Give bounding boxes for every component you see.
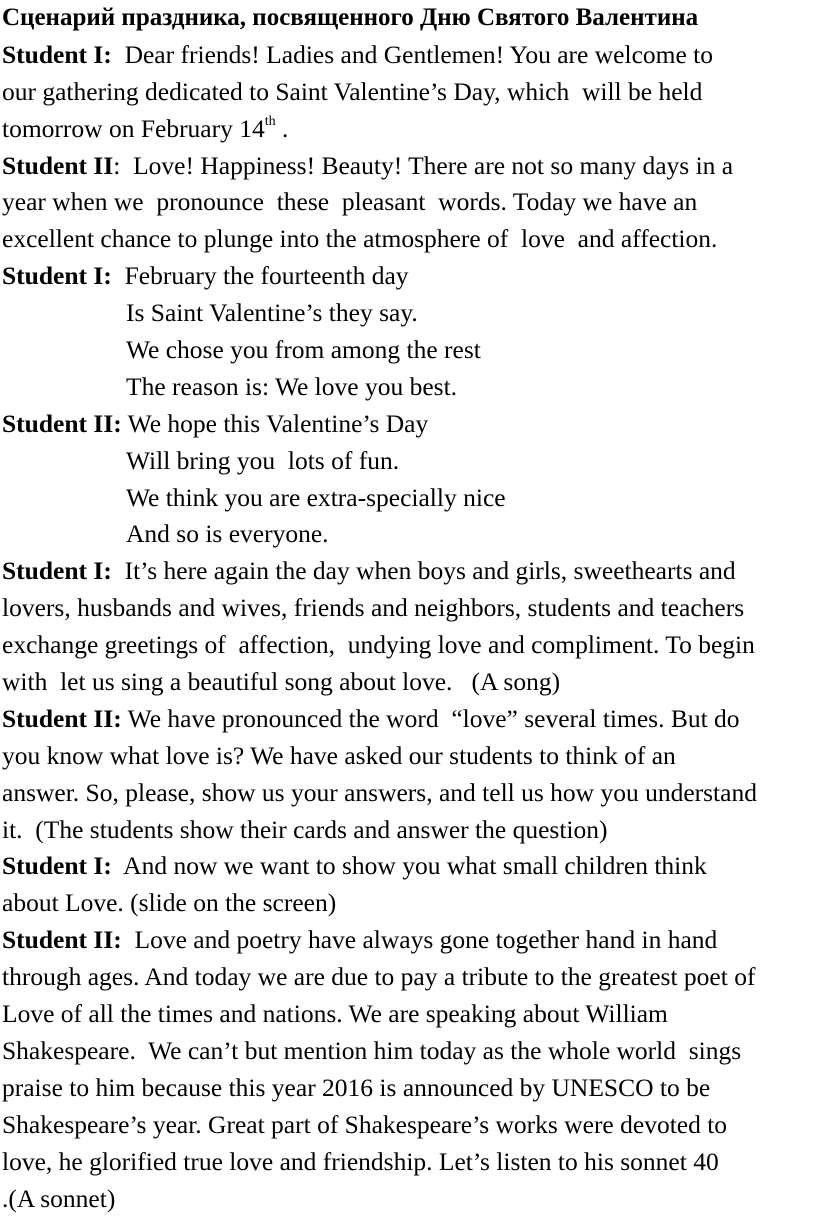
document-title: Сценарий праздника, посвященного Дню Святого Валентина [2,4,699,31]
text-line: excellent chance to plunge into the atmosphere of love and affection. [2,224,718,254]
text-line: Love of all the times and nations. We are speaking about William [2,999,668,1029]
text-line: about Love. (slide on the screen) [2,888,337,918]
poem-line: February the fourteenth day [111,261,409,291]
speaker-label: Student I: [2,261,112,291]
speaker-label: Student I: [2,39,112,69]
speaker-label: Student II: [2,408,122,438]
superscript: th [264,113,276,129]
text-line: It’s here again the day when boys and girls, sweethearts and [111,556,736,586]
text-line: through ages. And today we are due to pay a tribute to the greatest poet of [2,962,756,992]
speaker-label: Student II: [2,703,122,733]
text-line: : Love! Happiness! Beauty! There are not so many days in a [113,150,734,180]
paragraph-student-1 [2,553,816,590]
poem-line: Will bring you lots of fun. [126,445,400,475]
speaker-label: Student II: [2,925,122,955]
text-line: answer. So, please, show us your answers, and tell us how you understand [2,777,757,807]
paragraph-student-1 [2,848,816,885]
text-line: year when we pronounce these pleasant words. Today we have an [2,187,698,217]
paragraph-student-2 [2,922,816,959]
text-line: Love and poetry have always gone together hand in hand [121,925,718,955]
text-line: exchange greetings of affection, undying love and compliment. To begin [2,630,755,660]
text-line: it. (The students show their cards and answer the question) [2,814,608,844]
text-line: lovers, husbands and wives, friends and neighbors, students and teachers [2,593,745,623]
text-line: We have pronounced the word “love” several times. But do [121,703,740,733]
text-line: our gathering dedicated to Saint Valentine’s Day, which will be held [2,76,703,106]
poem-student-2 [2,406,816,443]
poem-student-1 [2,258,816,295]
text-line-date [2,111,816,148]
text-line: love, he glorified true love and friendship. Let’s listen to his sonnet 40 [2,1146,719,1176]
text-line: you know what love is? We have asked our students to think of an [2,740,676,770]
poem-line: We think you are extra-specially nice [126,482,506,512]
poem-line: Is Saint Valentine’s they say. [126,298,418,328]
poem-line: The reason is: We love you best. [126,371,458,401]
poem-line: We chose you from among the rest [126,335,481,365]
poem-line: And so is everyone. [126,519,329,549]
speaker-label: Student I: [2,851,112,881]
document-body [2,0,816,1217]
text-line: Shakespeare’s year. Great part of Shakespeare’s works were devoted to [2,1109,728,1139]
text-line: with let us sing a beautiful song about love. (A song) [2,667,561,697]
text-line: And now we want to show you what small children think [111,851,707,881]
text-line: tomorrow on February 14 [2,113,265,143]
speaker-label: Student II [2,150,114,180]
poem-line: We hope this Valentine’s Day [121,408,429,438]
text-line: Dear friends! Ladies and Gentlemen! You are welcome to [111,39,713,69]
text-fragment: . [275,113,289,143]
text-line: .(A sonnet) [2,1183,116,1213]
speaker-label: Student I: [2,556,112,586]
paragraph-student-2 [2,148,816,185]
paragraph-student-1 [2,37,816,74]
text-line: praise to him because this year 2016 is announced by UNESCO to be [2,1072,711,1102]
paragraph-student-2 [2,701,816,738]
text-line: Shakespeare. We can’t but mention him today as the whole world sings [2,1035,742,1065]
